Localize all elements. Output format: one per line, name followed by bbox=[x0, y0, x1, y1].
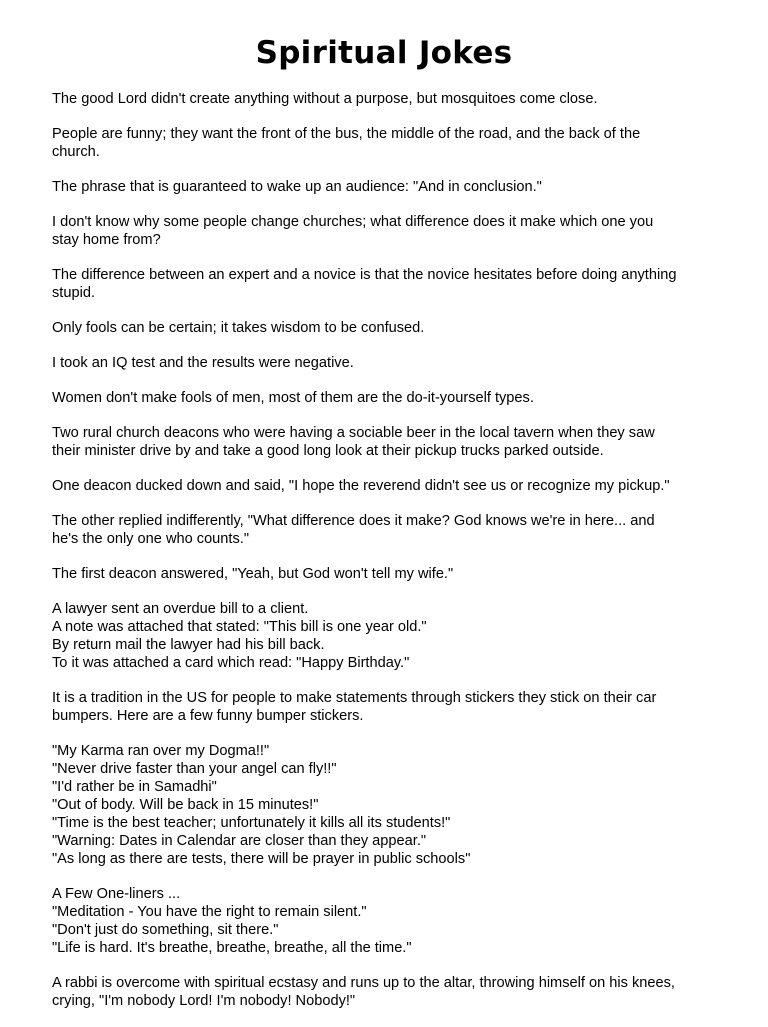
text-line: "My Karma ran over my Dogma!!" bbox=[52, 743, 270, 759]
text-line: By return mail the lawyer had his bill back. bbox=[52, 637, 325, 653]
text-line: Only fools can be certain; it takes wisdom to be confused. bbox=[52, 320, 425, 336]
text-line: "Never drive faster than your angel can fly!!" bbox=[52, 761, 337, 777]
text-line: A note was attached that stated: "This bill is one year old." bbox=[52, 619, 427, 635]
paragraph bbox=[52, 742, 732, 868]
paragraph bbox=[52, 477, 732, 495]
paragraph bbox=[52, 389, 732, 407]
text-line: stay home from? bbox=[52, 232, 161, 248]
paragraph bbox=[52, 885, 732, 957]
document-body bbox=[52, 90, 732, 1027]
text-line: stupid. bbox=[52, 285, 95, 301]
paragraph bbox=[52, 600, 732, 672]
text-line: A rabbi is overcome with spiritual ecstasy and runs up to the altar, throwing himself on his knees, bbox=[52, 975, 675, 991]
text-line: The phrase that is guaranteed to wake up an audience: "And in conclusion." bbox=[52, 179, 542, 195]
text-line: One deacon ducked down and said, "I hope the reverend didn't see us or recognize my pickup." bbox=[52, 478, 670, 494]
text-line: "I'd rather be in Samadhi" bbox=[52, 779, 217, 795]
text-line: "Don't just do something, sit there." bbox=[52, 922, 279, 938]
paragraph bbox=[52, 354, 732, 372]
text-line: "Life is hard. It's breathe, breathe, breathe, all the time." bbox=[52, 940, 412, 956]
text-line: A Few One-liners ... bbox=[52, 886, 181, 902]
page-title: Spiritual Jokes bbox=[255, 35, 513, 71]
text-line: The difference between an expert and a novice is that the novice hesitates before doing anything bbox=[52, 267, 677, 283]
text-line: The other replied indifferently, "What difference does it make? God knows we're in here... and bbox=[52, 513, 655, 529]
text-line: he's the only one who counts." bbox=[52, 531, 250, 547]
paragraph bbox=[52, 125, 732, 161]
paragraph bbox=[52, 689, 732, 725]
text-line: A lawyer sent an overdue bill to a client. bbox=[52, 601, 309, 617]
text-line: The first deacon answered, "Yeah, but God won't tell my wife." bbox=[52, 566, 454, 582]
paragraph bbox=[52, 90, 732, 108]
text-line: "Warning: Dates in Calendar are closer than they appear." bbox=[52, 833, 427, 849]
paragraph bbox=[52, 565, 732, 583]
text-line: church. bbox=[52, 144, 100, 160]
text-line: I took an IQ test and the results were negative. bbox=[52, 355, 354, 371]
text-line: I don't know why some people change churches; what difference does it make which one you bbox=[52, 214, 654, 230]
paragraph bbox=[52, 424, 732, 460]
paragraph bbox=[52, 213, 732, 249]
paragraph bbox=[52, 974, 732, 1010]
paragraph bbox=[52, 319, 732, 337]
text-line: It is a tradition in the US for people to make statements through stickers they stick on their car bbox=[52, 690, 657, 706]
paragraph bbox=[52, 178, 732, 196]
text-line: bumpers. Here are a few funny bumper stickers. bbox=[52, 708, 364, 724]
text-line: "Out of body. Will be back in 15 minutes!" bbox=[52, 797, 319, 813]
text-line: The good Lord didn't create anything without a purpose, but mosquitoes come close. bbox=[52, 91, 598, 107]
text-line: "Time is the best teacher; unfortunately it kills all its students!" bbox=[52, 815, 451, 831]
text-line: Women don't make fools of men, most of them are the do-it-yourself types. bbox=[52, 390, 534, 406]
text-line: Two rural church deacons who were having a sociable beer in the local tavern when they saw bbox=[52, 425, 655, 441]
text-line: To it was attached a card which read: "Happy Birthday." bbox=[52, 655, 410, 671]
text-line: their minister drive by and take a good long look at their pickup trucks parked outside. bbox=[52, 443, 604, 459]
paragraph bbox=[52, 512, 732, 548]
paragraph bbox=[52, 266, 732, 302]
text-line: People are funny; they want the front of the bus, the middle of the road, and the back of the bbox=[52, 126, 641, 142]
text-line: "As long as there are tests, there will be prayer in public schools" bbox=[52, 851, 471, 867]
text-line: "Meditation - You have the right to remain silent." bbox=[52, 904, 367, 920]
text-line: crying, "I'm nobody Lord! I'm nobody! Nobody!" bbox=[52, 993, 356, 1009]
